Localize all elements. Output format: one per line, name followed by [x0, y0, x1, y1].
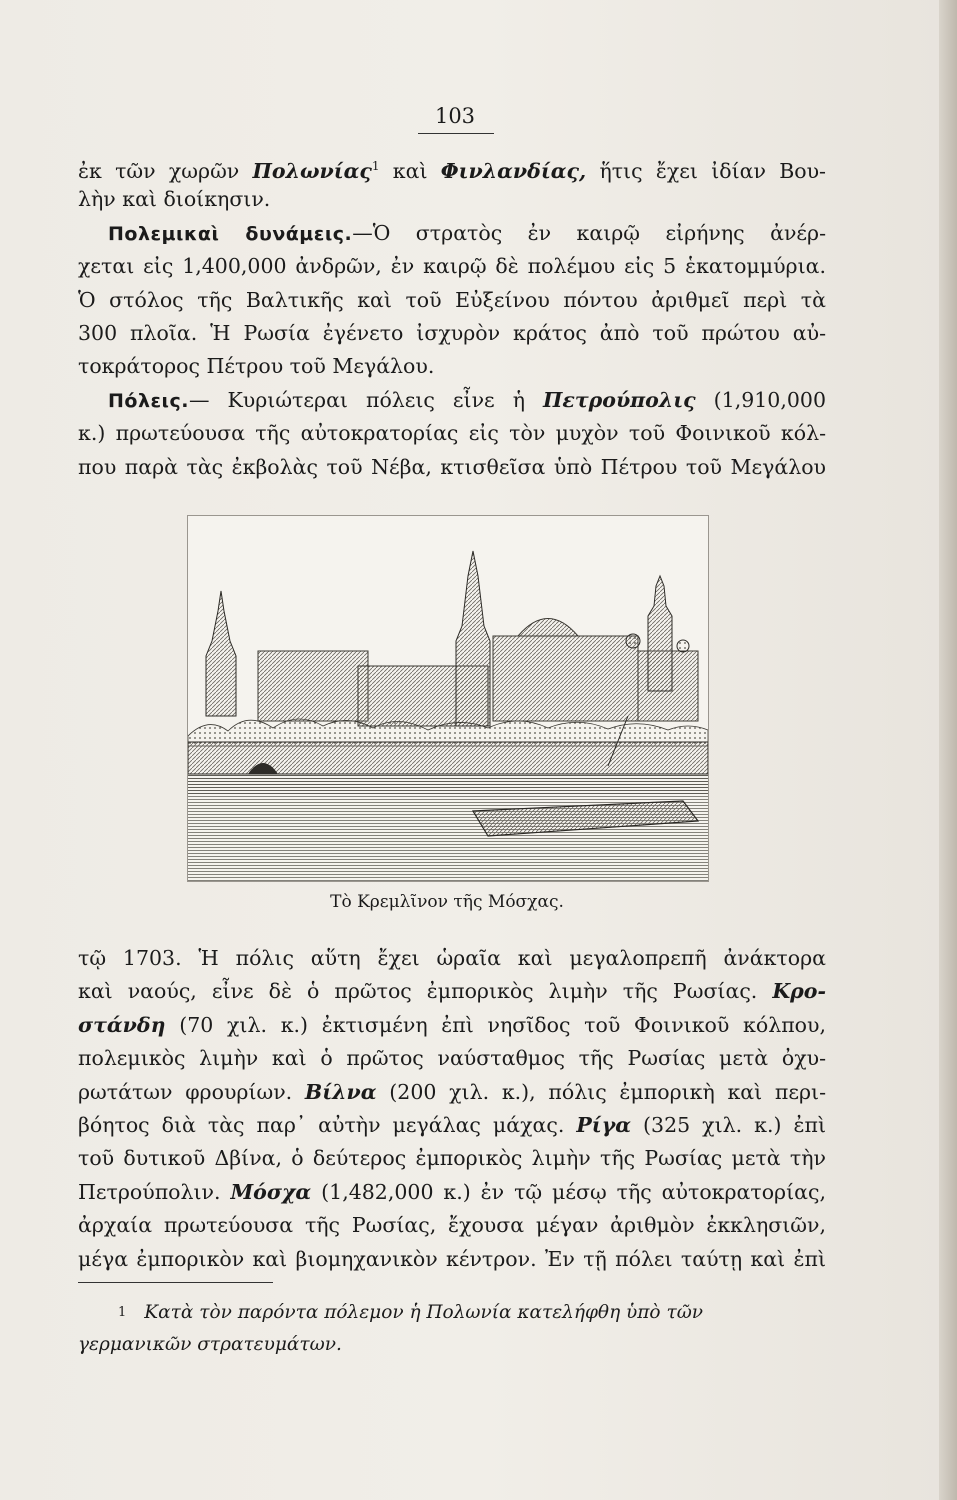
- footnote-rule: [78, 1282, 273, 1283]
- figure-caption: Τὸ Κρεμλῖνον τῆς Μόσχας.: [330, 892, 564, 912]
- text-line: [78, 384, 826, 417]
- place-name-finland: Φινλανδίας,: [440, 158, 587, 183]
- footnote-line: γερμανικῶν στρατευμάτων.: [78, 1334, 342, 1355]
- embankment: [188, 774, 708, 796]
- text-run: καὶ: [392, 158, 428, 183]
- text-line: [78, 1109, 826, 1142]
- place-name-poland: Πολωνίας: [252, 158, 372, 183]
- text-line: Ὁ στόλος τῆς Βαλτικῆς καὶ τοῦ Εὐξείνου πόντου ἀριθμεῖ περὶ τὰ: [78, 287, 826, 312]
- text-run: ἐκ τῶν χωρῶν: [78, 158, 240, 183]
- kremlin-engraving: [188, 516, 708, 881]
- text-line: [78, 975, 826, 1008]
- text-run: (1,482,000 κ.) ἐν τῷ μέσῳ τῆς αὐτοκρατορίας,: [321, 1179, 826, 1204]
- place-name-petroupolis: Πετρούπολις: [543, 387, 696, 412]
- footnote-mark: 1: [118, 1305, 127, 1320]
- place-name-moscow: Μόσχα: [230, 1179, 312, 1204]
- text-line: πολεμικὸς λιμὴν καὶ ὁ πρῶτος ναύσταθμος τῆς Ρωσίας μετὰ ὀχυ-: [78, 1046, 826, 1071]
- page-gutter-shadow: [939, 0, 957, 1500]
- text-line: τῷ 1703. Ἡ πόλις αὕτη ἔχει ὡραῖα καὶ μεγαλοπρεπῆ ἀνάκτορα: [78, 946, 826, 970]
- text-line: [78, 1176, 826, 1209]
- page-number: 103: [434, 104, 476, 128]
- text-run: καὶ ναούς, εἶνε δὲ ὁ πρῶτος ἐμπορικὸς λιμὴν τῆς Ρωσίας.: [78, 979, 758, 1004]
- text-block-top: [78, 150, 826, 484]
- place-name-riga: Ρίγα: [576, 1112, 632, 1137]
- text-line: 300 πλοῖα. Ἡ Ρωσία ἐγένετο ἰσχυρὸν κράτος ἀπὸ τοῦ πρώτου αὐ-: [78, 320, 826, 345]
- text-run: ρωτάτων φρουρίων.: [78, 1079, 293, 1104]
- text-run: ἥτις ἔχει ἰδίαν Βου-: [599, 158, 826, 183]
- place-name-kronstadt: Κρο-: [772, 979, 826, 1004]
- page-number-rule: [418, 133, 494, 134]
- footnote-text: Κατὰ τὸν παρόντα πόλεμον ἡ Πολωνία κατελήφθη ὑπὸ τῶν: [144, 1302, 704, 1323]
- text-line: λὴν καὶ διοίκησιν.: [78, 187, 271, 212]
- footnote-line: [78, 1297, 838, 1329]
- text-line: κ.) πρωτεύουσα τῆς αὐτοκρατορίας εἰς τὸν μυχὸν τοῦ Φοινικοῦ κόλ-: [78, 421, 826, 446]
- text-run: —Ὁ στρατὸς ἐν καιρῷ εἰρήνης ἀνέρ-: [352, 220, 826, 245]
- footnote: [78, 1297, 838, 1361]
- text-line: [78, 150, 826, 183]
- place-name-vilna: Βίλνα: [304, 1079, 377, 1104]
- text-run: (325 χιλ. κ.) ἐπὶ: [643, 1112, 826, 1137]
- text-line: [78, 1009, 826, 1042]
- text-run: — Κυριώτεραι πόλεις εἶνε ἡ: [188, 387, 525, 412]
- text-line: που παρὰ τὰς ἐκβολὰς τοῦ Νέβα, κτισθεῖσα ὑπὸ Πέτρου τοῦ Μεγάλου: [78, 454, 826, 479]
- text-run: βόητος διὰ τὰς παρ᾽ αὐτὴν μεγάλας μάχας.: [78, 1112, 565, 1137]
- text-line: τοκράτορος Πέτρου τοῦ Μεγάλου.: [78, 354, 435, 379]
- text-run: Πετρούπολιν.: [78, 1179, 221, 1204]
- text-line: [78, 1076, 826, 1109]
- footnote-ref[interactable]: 1: [371, 159, 380, 173]
- section-heading-military: Πολεμικαὶ δυνάμεις.: [108, 222, 353, 245]
- text-line: χεται εἰς 1,400,000 ἀνδρῶν, ἐν καιρῷ δὲ πολέμου εἰς 5 ἑκατομμύρια.: [78, 254, 826, 279]
- text-line: [78, 217, 826, 250]
- text-block-bottom: [78, 942, 826, 1276]
- place-name-kronstadt-cont: στάνδη: [78, 1012, 166, 1037]
- text-line: τοῦ δυτικοῦ Δβίνα, ὁ δεύτερος ἐμπορικὸς λιμὴν τῆς Ρωσίας μετὰ τὴν: [78, 1146, 826, 1171]
- text-line: μέγα ἐμπορικὸν καὶ βιομηχανικὸν κέντρον. Ἐν τῇ πόλει ταύτῃ καὶ ἐπὶ: [78, 1246, 826, 1271]
- text-line: ἀρχαία πρωτεύουσα τῆς Ρωσίας, ἔχουσα μέγαν ἀριθμὸν ἐκκλησιῶν,: [78, 1213, 826, 1238]
- kremlin-illustration: [187, 515, 709, 882]
- section-heading-cities: Πόλεις.: [108, 389, 189, 412]
- text-run: (200 χιλ. κ.), πόλις ἐμπορικὴ καὶ περι-: [389, 1079, 826, 1104]
- text-run: (70 χιλ. κ.) ἐκτισμένη ἐπὶ νησῖδος τοῦ Φοινικοῦ κόλπου,: [179, 1012, 826, 1037]
- text-run: (1,910,000: [713, 387, 826, 412]
